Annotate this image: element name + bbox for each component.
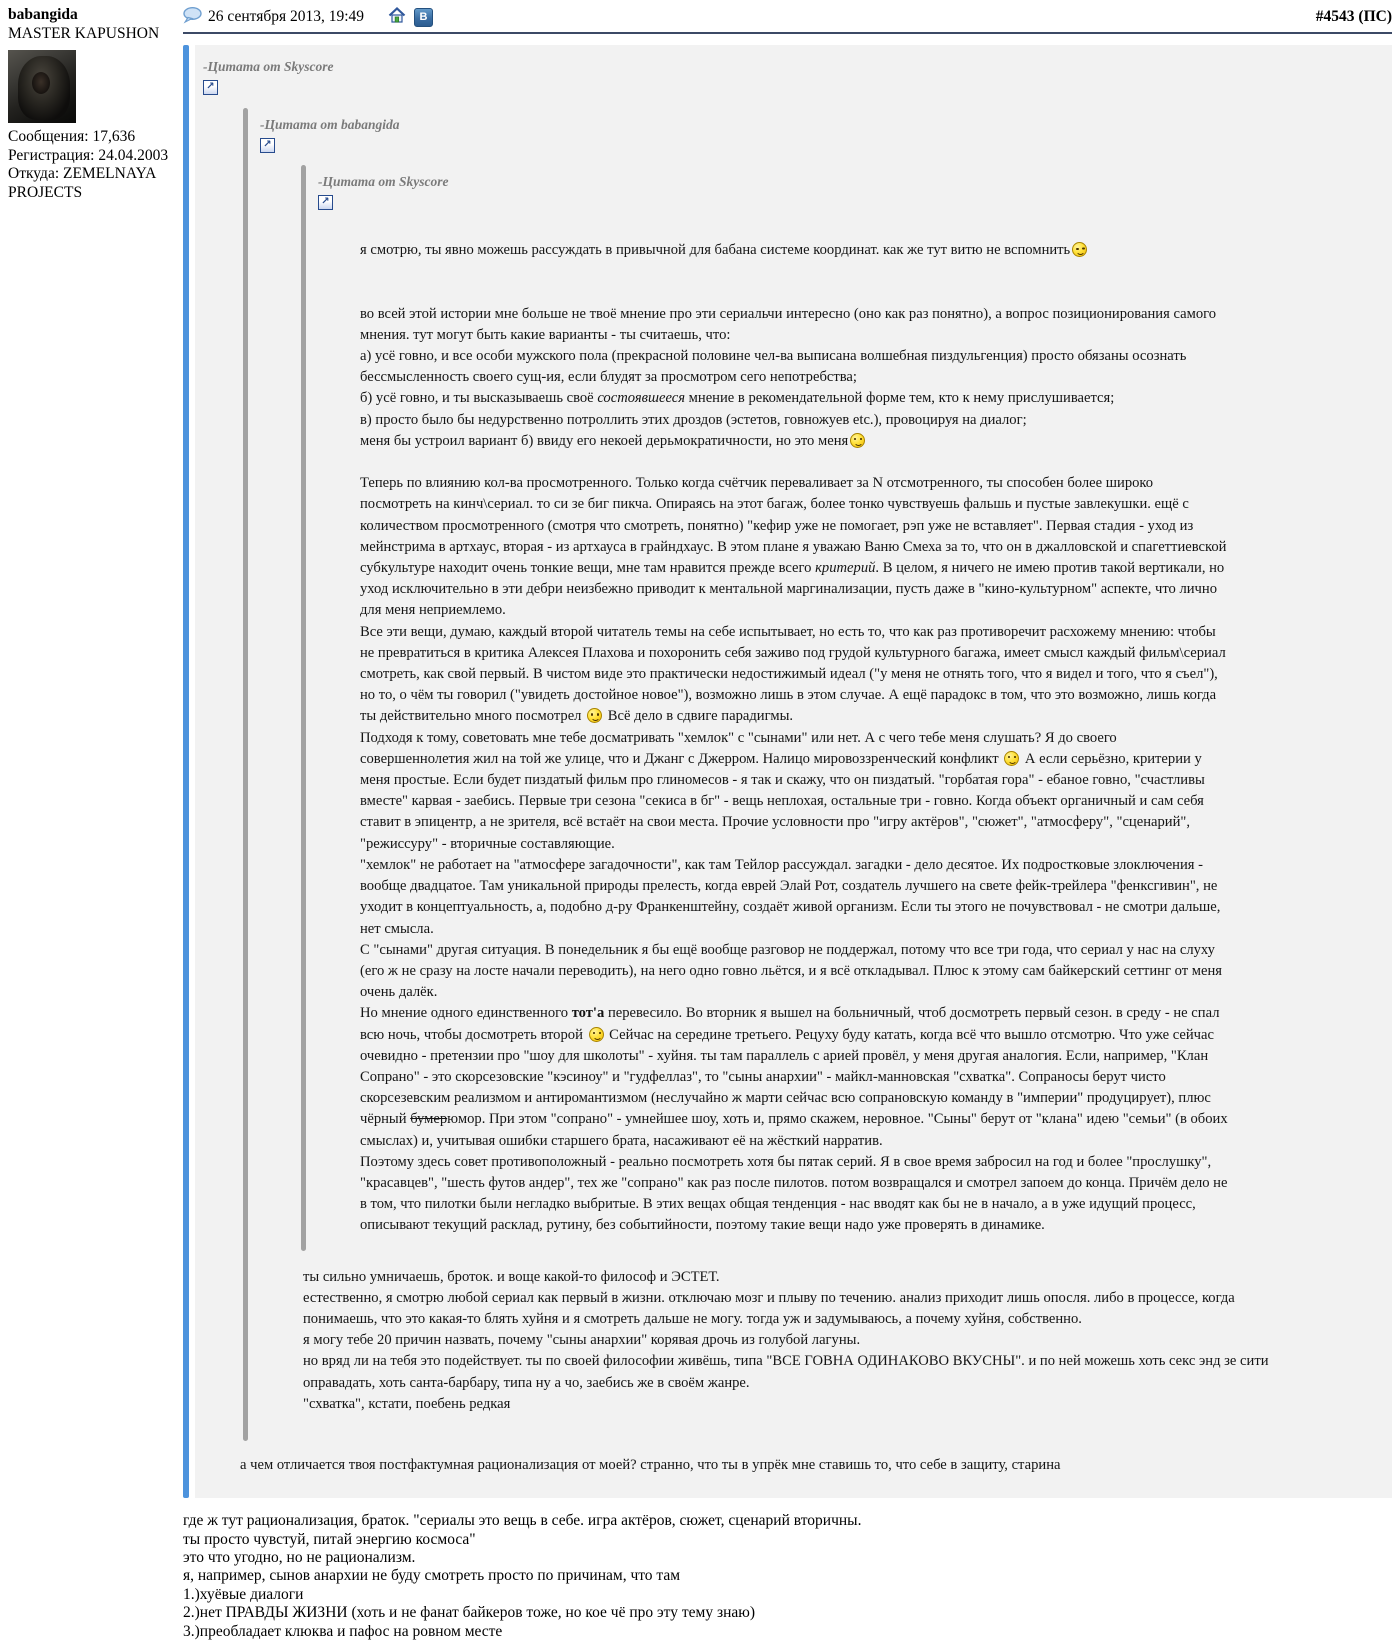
text-line: но вряд ли на тебя это подействует. ты по своей философии живёшь, типа "ВСЕ ГОВНА ОДИНАКОВО ВКУСНЫ". и по ней можешь хоть секс энд зе сити оправадать, хоть санта-барбару, типа ну а чо, заебись же в своём жанре. — [303, 1353, 1269, 1391]
smiley-icon — [587, 708, 602, 723]
quote-header-babangida: -Цитата от babangida — [260, 117, 400, 132]
quote-bar-gray — [301, 165, 306, 1251]
user-title: MASTER KAPUSHON — [8, 24, 160, 42]
smiley-icon — [850, 433, 865, 448]
text-line: Поэтому здесь совет противоположный - реально посмотреть хотя бы пятак серий. Я в свое время забросил на год и более "прослушку", "красавцев", "шесть футов андер", тех же "сопрано" как раз после пилотов. потом возвращался и смотрел запоем до конца. Причём дело не в том, что пилотки были негладко выбритые. В этих вещах общая тенденция - нас вводят как бы не в начало, а в уже идущий процесс, описывают текущий расклад, рутину, без событийности, поэтому такие вещи надо уже проверять в динамике. — [360, 1153, 1228, 1234]
text-line: "схватка", кстати, поебень редкая — [303, 1395, 511, 1412]
post-date: 26 сентября 2013, 19:49 — [208, 8, 365, 25]
text-line: 3.)преобладает клюква и пафос на ровном месте — [183, 1622, 503, 1640]
post-header — [183, 6, 1392, 28]
goto-post-arrow-icon[interactable] — [260, 138, 275, 153]
text-line: а чем отличается твоя постфактумная рационализация от моей? странно, что ты в упрёк мне ставишь то, что себе в защиту, старина — [240, 1456, 1061, 1473]
text-line: ты просто чувстуй, питай энергию космоса" — [183, 1530, 476, 1548]
quote-reply-babangida — [303, 1267, 1269, 1415]
text-line: а) усё говно, и все особи мужского пола (прекрасной половине чел-ва выписана волшебная пиздульгенция) просто обязаны осознать бессмысленность своего сущ-ия, если блудят за просмотром сего непотребства; — [360, 348, 1187, 386]
text-line: естественно, я смотрю любой сериал как первый в жизни. отключаю мозг и плыву по течению. анализ приходит лишь опосля. либо в процессе, когда понимаешь, что это какая-то блять хуйня и я смотреть дальше не могу. тогда уж и задумываюсь, а почему хуйня, собственно. — [303, 1289, 1235, 1327]
username[interactable]: babangida — [8, 6, 78, 23]
text-line: Теперь по влиянию кол-ва просмотренного. Только когда счётчик переваливает за N отсмотренного, ты способен более широко посмотреть на кинч\сериал. то си зе биг пикча. Опираясь на этот багаж, более тонко чувствуешь фальшь и пустые завлекушки. ещё с количеством просмотренного (смотря что смотреть, понятно) "кефир уже не помогает, рэп уже не вставляет". Первая стадия - уход из мейнстрима в артхаус, вторая - из артхауса в грайндхаус. В этом плане я уважаю Ваню Смеха за то, что он в джалловской и спагеттиевской субкультуре находит очень тонкие вещи, мне там нравится прежде всего критерий. В целом, я ничего не имею против такой вертикали, но уход исключительно в эти дебри неизбежно приводит к ментальной маргинализации, пусть даже в "кино-культурном" аспекте, что лично для меня неприемлемо. — [360, 475, 1227, 619]
text-line: ты сильно умничаешь, броток. и воще какой-то философ и ЭСТЕТ. — [303, 1268, 720, 1285]
post-body-text — [183, 1512, 1392, 1641]
user-info-column — [8, 6, 180, 202]
text-line — [360, 261, 1228, 282]
post-number[interactable]: #4543 (ПС) — [1315, 8, 1392, 25]
text-line: Но мнение одного единственного тот'а перевесило. Во вторник я вышел на больничный, чтоб досмотреть первый сезон. в среду - не спал всю ночь, чтобы досмотреть второй Сейчас на середине третьего. Рецуху буду катать, когда всё что вышло отсмотрю. Что уже сейчас очевидно - претензии про "шоу для школоты" - хуйня. ты там параллель с арией провёл, у меня другая аналогия. Если, например, "Клан Сопрано" - это скорсезовские "кэсиноу" и "гудфеллаз", то "сыны анархии" - майкл-манновская "схватка". Сопраносы берут чисто скорсезевским реализмом и антиромантизмом (неслучайно ж марти сейчас всю сопрановскую команду в "империи" продуцирует), плюс чёрный бумерюмор. При этом "сопрано" - умнейшее шоу, хоть и, прямо скажем, неровное. "Сыны" берут от "клана" идею "семьи" (в обоих смыслах) и, учитывая ошибки старшего брата, насаживают её на жёсткий нарратив. — [360, 1005, 1228, 1149]
home-icon[interactable] — [388, 7, 406, 28]
user-posts-count: Сообщения: 17,636 — [8, 128, 136, 145]
user-location: Откуда: ZEMELNAYA PROJECTS — [8, 165, 156, 201]
quote-header-skyscore-outer: -Цитата от Skyscore — [203, 59, 334, 74]
text-line: где ж тут рационализация, браток. "сериалы это вещь в себе. игра актёров, сюжет, сценарий вторичны. — [183, 1512, 862, 1530]
text-line: Все эти вещи, думаю, каждый второй читатель темы на себе испытывает, но есть то, что как раз противоречит расхожему мнению: чтобы не превратиться в критика Алексея Плахова и похоронить себя заживо под грудой культурного багажа, имеет смысл каждый фильм\сериал смотреть, как свой первый. В чистом виде это практически недостижимый идеал ("у меня не отнять того, что я видел и того, что я съел"), но то, о чём ты говорил ("увидеть достойное новое"), возможно лишь в этом случае. А ещё парадокс в том, что это возможно, лишь когда ты действительно много посмотрел Всё дело в сдвиге парадигмы. — [360, 623, 1226, 725]
quote-outer-content — [195, 45, 1392, 1498]
smiley-icon — [1004, 751, 1019, 766]
text-line: 1.)хуёвые диалоги — [183, 1585, 304, 1603]
comment-bubble-icon — [183, 7, 202, 28]
text-line — [360, 282, 1228, 303]
quote-bar-blue — [183, 45, 189, 1498]
smiley-icon — [1072, 242, 1087, 257]
text-line: меня бы устроил вариант б) ввиду его некоей дерьмократичности, но это меня — [360, 431, 1228, 452]
text-line: б) усё говно, и ты высказываешь своё состоявшееся мнение в рекомендательной форме тем, кто к нему прислушивается; — [360, 390, 1115, 407]
post-column — [183, 6, 1392, 1641]
text-line: это что угодно, но не рационализм. — [183, 1548, 416, 1566]
text-line — [360, 452, 1228, 473]
text-line: 2.)нет ПРАВДЫ ЖИЗНИ (хоть и не фанат байкеров тоже, но кое чё про эту тему знаю) — [183, 1604, 756, 1622]
text-line: Подходя к тому, советовать мне тебе досматривать "хемлок" с "сынами" или нет. А с чего тебе меня слушать? Я до своего совершеннолетия жил на той же улице, что и Джанг с Джерром. Налицо мировоззренческий конфликт А если серьёзно, критерии у меня простые. Если будет пиздатый фильм про глиномесов - я так и скажу, что он пиздатый. "горбатая гора" - ебаное говно, "счастливы вместе" карвая - заебись. Первые три сезона "секиса в бг" - вещь неплохая, остальные три - говно. Когда объект органичный и сам себя ставит в эпицентр, а не зрителя, всё встаёт на свои места. Прочие условности про "игру актёров", "сюжет", "атмосферу", "сценарий", "режиссуру" - вторичные составляющие. — [360, 729, 1205, 852]
quote-body-skyscore-inner — [360, 240, 1228, 1237]
text-line: я могу тебе 20 причин назвать, почему "сыны анархии" корявая дрочь из голубой лагуны. — [303, 1332, 861, 1349]
vbulletin-b-icon[interactable]: B — [414, 8, 433, 27]
user-registration-date: Регистрация: 24.04.2003 — [8, 146, 169, 164]
text-line: во всей этой истории мне больше не твоё мнение про эти сериальчи интересно (оно как раз понятно), а вопрос позиционирования самого мнения. тут могут быть какие варианты - ты считаешь, что: — [360, 305, 1217, 343]
text-line: в) просто было бы недурственно потроллить этих дроздов (эстетов, говножуев etc.), провоцируя на диалог; — [360, 411, 1027, 428]
text-line: С "сынами" другая ситуация. В понедельник я бы ещё вообще разговор не поддержал, потому что все три года, что сериал у нас на слуху (его ж не сразу на лосте начали переводить), на него одно говно льётся, и я всё откладывал. Плюс к этому сам байкерский сеттинг от меня очень далёк. — [360, 941, 1222, 1001]
quote-block-babangida — [243, 108, 1384, 1441]
quote-reply-skyscore — [240, 1455, 1384, 1476]
smiley-icon — [589, 1027, 604, 1042]
quote-block-skyscore-inner — [301, 165, 1384, 1251]
text-line: я смотрю, ты явно можешь рассуждать в привычной для бабана системе координат. как же тут витю не вспомнить — [360, 240, 1228, 261]
avatar[interactable] — [8, 50, 76, 123]
quote-bar-gray — [243, 108, 248, 1441]
goto-post-arrow-icon[interactable] — [318, 195, 333, 210]
quote-header-skyscore-inner: -Цитата от Skyscore — [318, 174, 449, 189]
text-line: я, например, сынов анархии не буду смотреть просто по причинам, что там — [183, 1567, 681, 1585]
goto-post-arrow-icon[interactable] — [203, 80, 218, 95]
text-line: "хемлок" не работает на "атмосфере загадочности", как там Тейлор рассуждал. загадки - дело десятое. Их подростковые злоключения - вообще двадцатое. Там уникальной природы прелесть, когда еврей Элай Рот, создатель лучшего на свете фейк-трейлера "фенксгивин", не уходит в концептуальность, а, подобно д-ру Франкенштейну, создаёт живой организм. Если ты этого не почувствовал - не смотри дальше, нет смысла. — [360, 856, 1221, 937]
header-divider — [183, 32, 1392, 34]
quote-block-outer — [183, 45, 1392, 1498]
